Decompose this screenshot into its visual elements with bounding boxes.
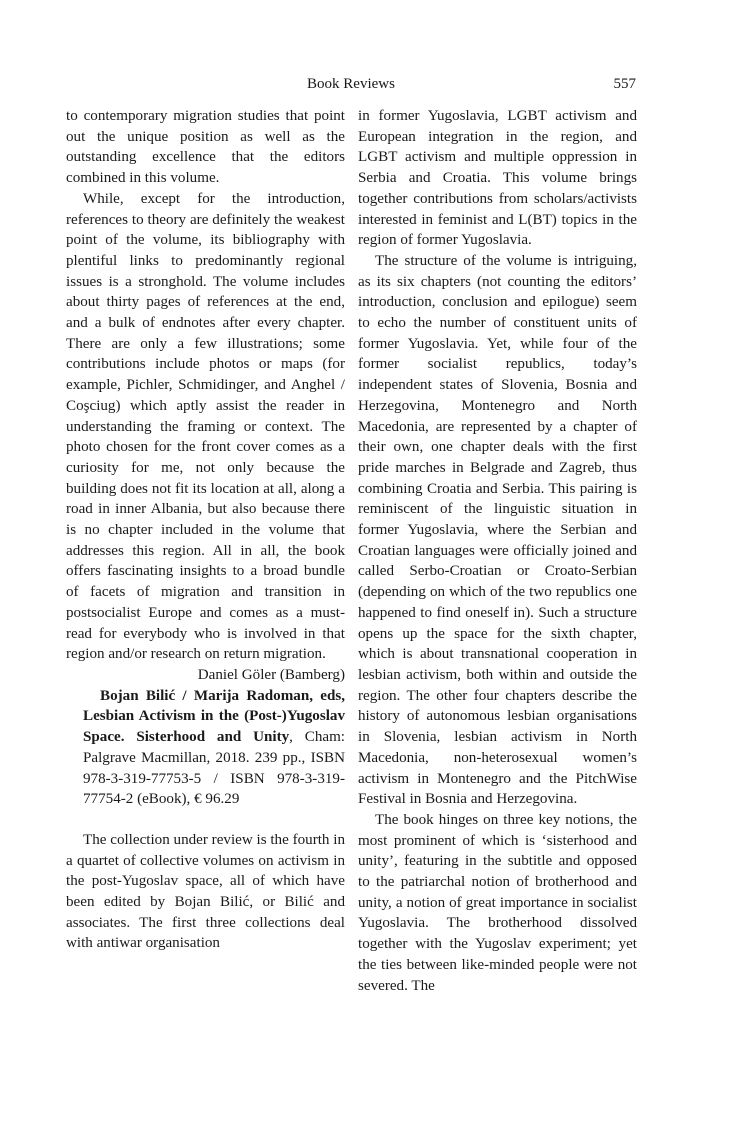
page-number: 557: [613, 76, 636, 92]
paragraph: While, except for the introduction, references to theory are definitely the weakest point of the volume, its bibliography with plentiful links to predominantly regional issues is a stronghold. The volume includes about thirty pages of references at the end, and a bulk of endnotes after every chapter. There are only a few illustrations; some contributions include photos or maps (for example, Pichler, Schmidinger, and Anghel / Coşciug) which aptly assist the reader in understanding the framing or context. The photo chosen for the front cover comes as a curiosity for me, not only because the building does not fit its location at all, along a road in inner Albania, but also because there is no chapter included in the volume that addresses this region. All in all, the book offers fascinating insights to a broad bundle of facets of migration and transition in postsocialist Europe and comes as a must-read for everybody who is involved in that region and/or research on return migration.: [66, 190, 345, 663]
left-column: [66, 106, 345, 954]
running-head: [66, 76, 636, 96]
paragraph-continuation: to contemporary migration studies that point out the unique position as well as the outstanding excellence that the editors combined in this volume.: [66, 108, 345, 187]
paragraph: The book hinges on three key notions, the most prominent of which is ‘sisterhood and unity’, featuring in the subtitle and opposed to the patriarchal notion of brotherhood and unity, a notion of great importance in socialist Yugoslavia. The brotherhood dissolved together with the Yugoslav experiment; yet the ties between like-minded people were not severed. The: [358, 811, 637, 994]
paragraph: The structure of the volume is intriguing, as its six chapters (not counting the editors’ introduction, conclusion and epilogue) seem to echo the number of constituent units of former Yugoslavia. Yet, while four of the former socialist republics, today’s independent states of Slovenia, Bosnia and Herzegovina, Montenegro and North Macedonia, are represented by a chapter of their own, one chapter deals with the first pride marches in Belgrade and Zagreb, thus combining Croatia and Serbia. This pairing is reminiscent of the linguistic situation in former Yugoslavia, where the Serbian and Croatian languages were officially joined and called Serbo-Croatian or Croato-Serbian (depending on which of the two republics one happened to find oneself in). Such a structure opens up the space for the sixth chapter, which is about transnational cooperation in lesbian activism, both within and outside the region. The other four chapters describe the history of autonomous lesbian organisations in Slovenia, lesbian activism in North Macedonia, non-heterosexual women’s activism in Montenegro and the PitchWise Festival in Bosnia and Herzegovina.: [358, 252, 637, 808]
paragraph: The collection under review is the fourth in a quartet of collective volumes on activism in the post-Yugoslav space, all of which have been edited by Bojan Bilić, or Bilić and associates. The first three collections deal with antiwar organisation: [66, 831, 345, 952]
right-column: [358, 106, 637, 996]
running-title: Book Reviews: [307, 76, 395, 92]
book-citation-title: Bojan Bilić / Marija Radoman, eds, Lesbian Activism in the (Post-)Yugoslav Space. Sisterhood and Unity: [83, 687, 345, 746]
reviewer-signature: Daniel Göler (Bamberg): [197, 666, 345, 683]
paragraph-continuation: in former Yugoslavia, LGBT activism and European integration in the region, and LGBT activism and multiple oppression in Serbia and Croatia. This volume brings together contributions from scholars/activists interested in feminist and L(BT) topics in the region of former Yugoslavia.: [358, 108, 637, 249]
book-citation-details: , Cham: Palgrave Macmillan, 2018. 239 pp., ISBN 978-3-319-77753-5 / ISBN 978-3-319-77754-2 (eBook), € 96.29: [83, 729, 346, 808]
review-book-citation: [66, 686, 345, 810]
